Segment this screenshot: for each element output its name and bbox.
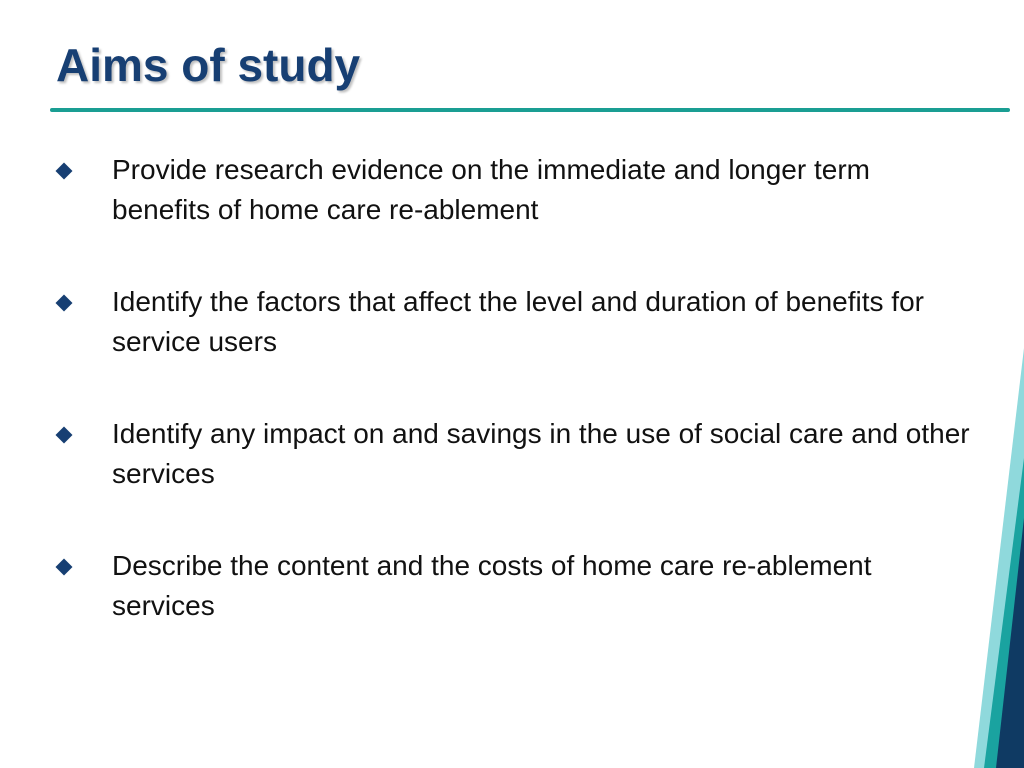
slide-title: Aims of study bbox=[56, 39, 361, 91]
diamond-bullet-icon bbox=[56, 427, 73, 444]
corner-decoration bbox=[944, 348, 1024, 768]
bullet-text: Describe the content and the costs of home care re-ablement services bbox=[112, 550, 872, 621]
bullet-text: Identify the factors that affect the level and duration of benefits for service users bbox=[112, 286, 924, 357]
title-underline bbox=[50, 108, 1010, 112]
diamond-bullet-icon bbox=[56, 559, 73, 576]
bullet-list bbox=[50, 150, 970, 678]
bullet-item bbox=[50, 150, 970, 230]
bullet-item bbox=[50, 414, 970, 494]
bullet-text: Identify any impact on and savings in the use of social care and other services bbox=[112, 418, 970, 489]
bullet-text: Provide research evidence on the immediate and longer term benefits of home care re-ablement bbox=[112, 154, 870, 225]
bullet-item bbox=[50, 282, 970, 362]
diamond-bullet-icon bbox=[56, 295, 73, 312]
diamond-bullet-icon bbox=[56, 163, 73, 180]
bullet-item bbox=[50, 546, 970, 626]
